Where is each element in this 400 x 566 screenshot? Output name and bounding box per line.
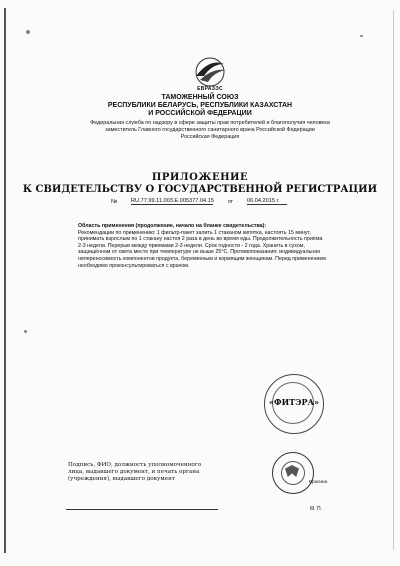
- number-label: №: [111, 199, 118, 205]
- official-seal-icon: [272, 452, 314, 494]
- signature-caption: Подпись, ФИО, должность уполномоченного лица, выдавшего документ, и печать органа (учреждения), выдавшего документ: [68, 462, 202, 482]
- scan-speck: [360, 35, 363, 37]
- from-label: от: [228, 199, 233, 205]
- appendix-subtitle: К СВИДЕТЕЛЬСТВУ О ГОСУДАРСТВЕННОЙ РЕГИСТРАЦИИ: [22, 184, 378, 195]
- header-sub-1: Федеральная служба по надзору в сфере защиты прав потребителей и благополучия человека: [90, 120, 330, 126]
- logo-text: ЕВРАЗЭС: [197, 86, 223, 92]
- header-sub-3: Российская Федерация: [180, 134, 240, 140]
- scan-edge-left: [4, 8, 6, 553]
- eurasec-logo-icon: [190, 54, 230, 88]
- body-heading: Область применения (продолжение, начало на бланке свидетельства):: [78, 223, 267, 229]
- signature-line: [66, 509, 218, 510]
- signatory-name: Брагина: [309, 480, 328, 485]
- company-stamp: [264, 374, 324, 434]
- stamp-text: «ФИТЭРА»: [269, 397, 319, 407]
- body-text: [78, 223, 328, 269]
- body-paragraph: Рекомендации по применению: 1 фильтр-пакет залить 1 стаканом кипятка, настоять 15 минут, принимать взрослым по 1 стакану настоя 2 раза в день во время еды. Продолжительность приёма 2-3 недели. Перерыв между приемами 2-3 недели. Срок годности - 2 года. Хранить в сухом, защищённом от света месте при температуре не выше 25°С. Противопоказания: индивидуальная непереносимость компонентов продукта, беременным и кормящим женщинам. Перед применением необходимо проконсультироваться с врачом.: [78, 229, 326, 269]
- header-sub-2: заместитель Главного государственного санитарного врача Российской Федерации: [105, 127, 315, 133]
- header-line-2: РЕСПУБЛИКИ БЕЛАРУСЬ, РЕСПУБЛИКИ КАЗАХСТАН: [107, 102, 293, 109]
- scan-speck: [24, 330, 27, 333]
- registration-number: RU.77.99.11.003.Е.005377.04.15: [131, 198, 214, 204]
- header-line-3: И РОССИЙСКОЙ ФЕДЕРАЦИИ: [148, 110, 252, 117]
- appendix-title: ПРИЛОЖЕНИЕ: [151, 172, 249, 183]
- header-line-1: ТАМОЖЕННЫЙ СОЮЗ: [161, 94, 239, 101]
- scan-speck: [26, 30, 30, 34]
- scan-edge-right: [393, 10, 394, 550]
- seal-place-label: М. П.: [310, 506, 322, 512]
- registration-date: 06.04.2015 г.: [247, 198, 287, 205]
